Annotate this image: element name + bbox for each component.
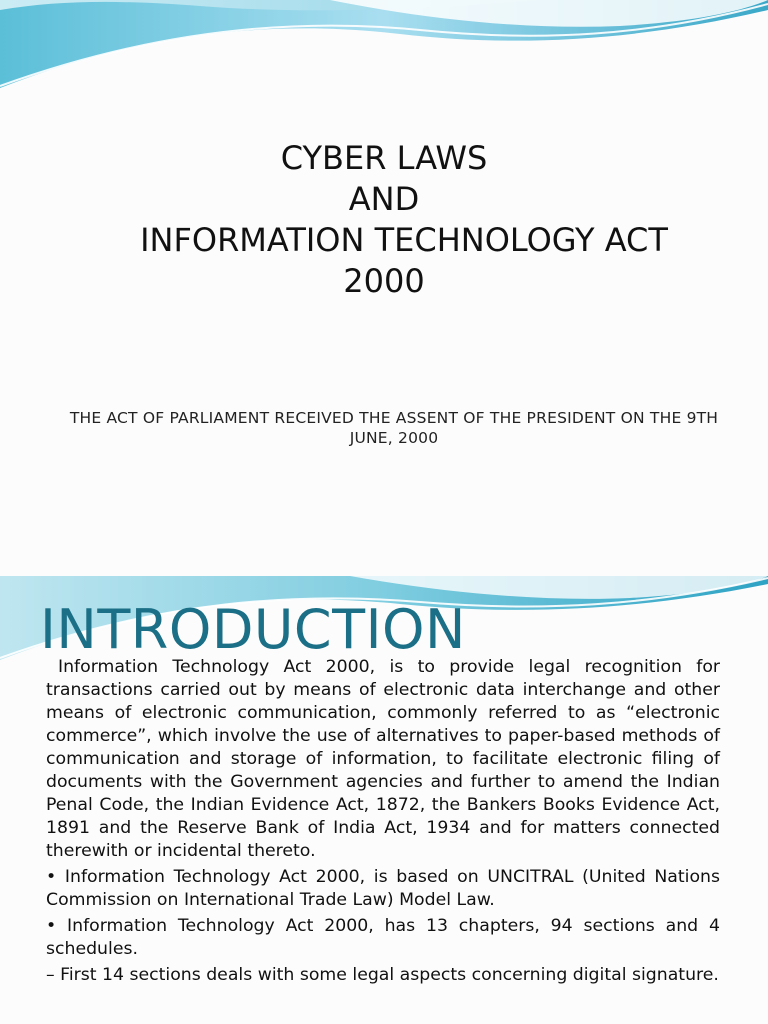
intro-content (46, 656, 720, 990)
slide-subtitle: THE ACT OF PARLIAMENT RECEIVED THE ASSENT OF THE PRESIDENT ON THE 9TH JUNE, 2000 (69, 409, 719, 448)
introduction-slide (0, 576, 768, 1024)
title-line-2: AND (348, 179, 420, 218)
decorative-wave (0, 0, 768, 100)
title-line-4: 2000 (343, 261, 425, 300)
section-heading: INTRODUCTION (40, 598, 466, 661)
bullet-item: • Information Technology Act 2000, has 13 chapters, 94 sections and 4 schedules. (46, 916, 720, 959)
sub-bullet-item: – First 14 sections deals with some legal aspects concerning digital signature. (46, 965, 719, 985)
paragraph: Information Technology Act 2000, is to provide legal recognition for transactions carried out by means of electronic data interchange and other means of electronic communication, commonly referred to as “electronic commerce”, which involve the use of alternatives to paper-based methods of communication and storage of information, to facilitate electronic filing of documents with the Government agencies and further to amend the Indian Penal Code, the Indian Evidence Act, 1872, the Bankers Books Evidence Act, 1891 and the Reserve Bank of India Act, 1934 and for matters connected therewith or incidental thereto. (46, 657, 720, 861)
title-line-3: INFORMATION TECHNOLOGY ACT (140, 220, 668, 259)
title-line-1: CYBER LAWS (280, 139, 488, 177)
bullet-item: • Information Technology Act 2000, is based on UNCITRAL (United Nations Commission on International Trade Law) Model Law. (46, 867, 720, 910)
slide-title (0, 138, 768, 302)
